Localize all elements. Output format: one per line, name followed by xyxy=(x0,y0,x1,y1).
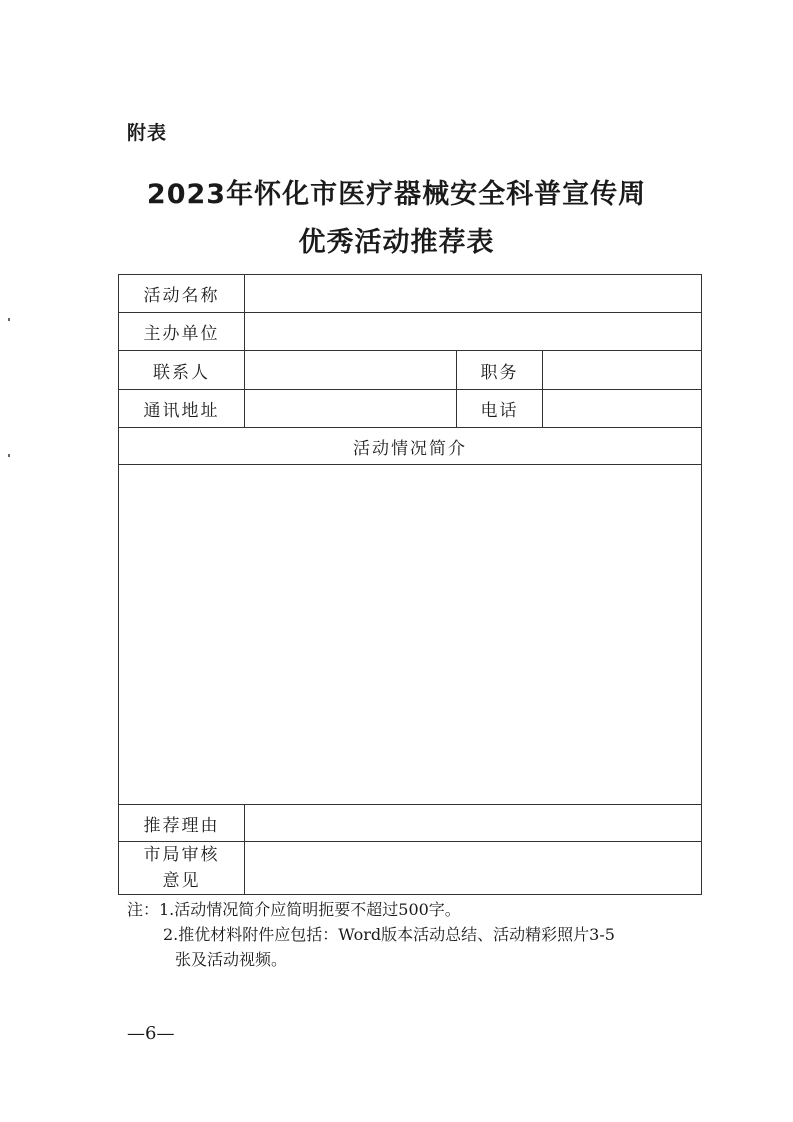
recommendation-form-table xyxy=(118,274,702,895)
address-label: 通讯地址 xyxy=(119,390,245,428)
notes-section xyxy=(127,897,707,972)
form-row-review xyxy=(119,842,702,895)
summary-header: 活动情况简介 xyxy=(119,428,702,465)
form-title-line-1: 2023年怀化市医疗器械安全科普宣传周 xyxy=(146,179,647,210)
form-row-organizer xyxy=(119,313,702,351)
summary-field[interactable] xyxy=(119,465,702,805)
reason-field[interactable] xyxy=(245,805,702,842)
address-field[interactable] xyxy=(245,390,457,428)
form-title-line-2: 优秀活动推荐表 xyxy=(298,227,495,258)
page-number: —6— xyxy=(127,1023,175,1044)
note-line-2: 2.推优材料附件应包括：Word版本活动总结、活动精彩照片3-5 xyxy=(163,925,615,944)
phone-label: 电话 xyxy=(457,390,543,428)
review-field[interactable] xyxy=(245,842,702,895)
form-row-contact xyxy=(119,351,702,390)
reason-label: 推荐理由 xyxy=(119,805,245,842)
phone-field[interactable] xyxy=(543,390,702,428)
contact-label: 联系人 xyxy=(119,351,245,390)
contact-field[interactable] xyxy=(245,351,457,390)
organizer-field[interactable] xyxy=(245,313,702,351)
position-label: 职务 xyxy=(457,351,543,390)
position-field[interactable] xyxy=(543,351,702,390)
scan-edge-mark xyxy=(8,454,10,457)
attachment-label: 附表 xyxy=(127,122,168,144)
note-line-3: 张及活动视频。 xyxy=(175,950,288,969)
activity-name-label: 活动名称 xyxy=(119,275,245,313)
review-label-line-2: 意见 xyxy=(162,871,201,891)
form-row-summary-body xyxy=(119,465,702,805)
review-label-line-1: 市局审核 xyxy=(143,845,220,865)
review-label xyxy=(119,842,245,895)
scan-edge-mark xyxy=(8,318,10,321)
form-row-address xyxy=(119,390,702,428)
form-row-activity-name xyxy=(119,275,702,313)
activity-name-field[interactable] xyxy=(245,275,702,313)
form-row-summary-header xyxy=(119,428,702,465)
organizer-label: 主办单位 xyxy=(119,313,245,351)
form-row-reason xyxy=(119,805,702,842)
note-line-1: 注：1.活动情况简介应简明扼要不超过500字。 xyxy=(127,900,461,919)
